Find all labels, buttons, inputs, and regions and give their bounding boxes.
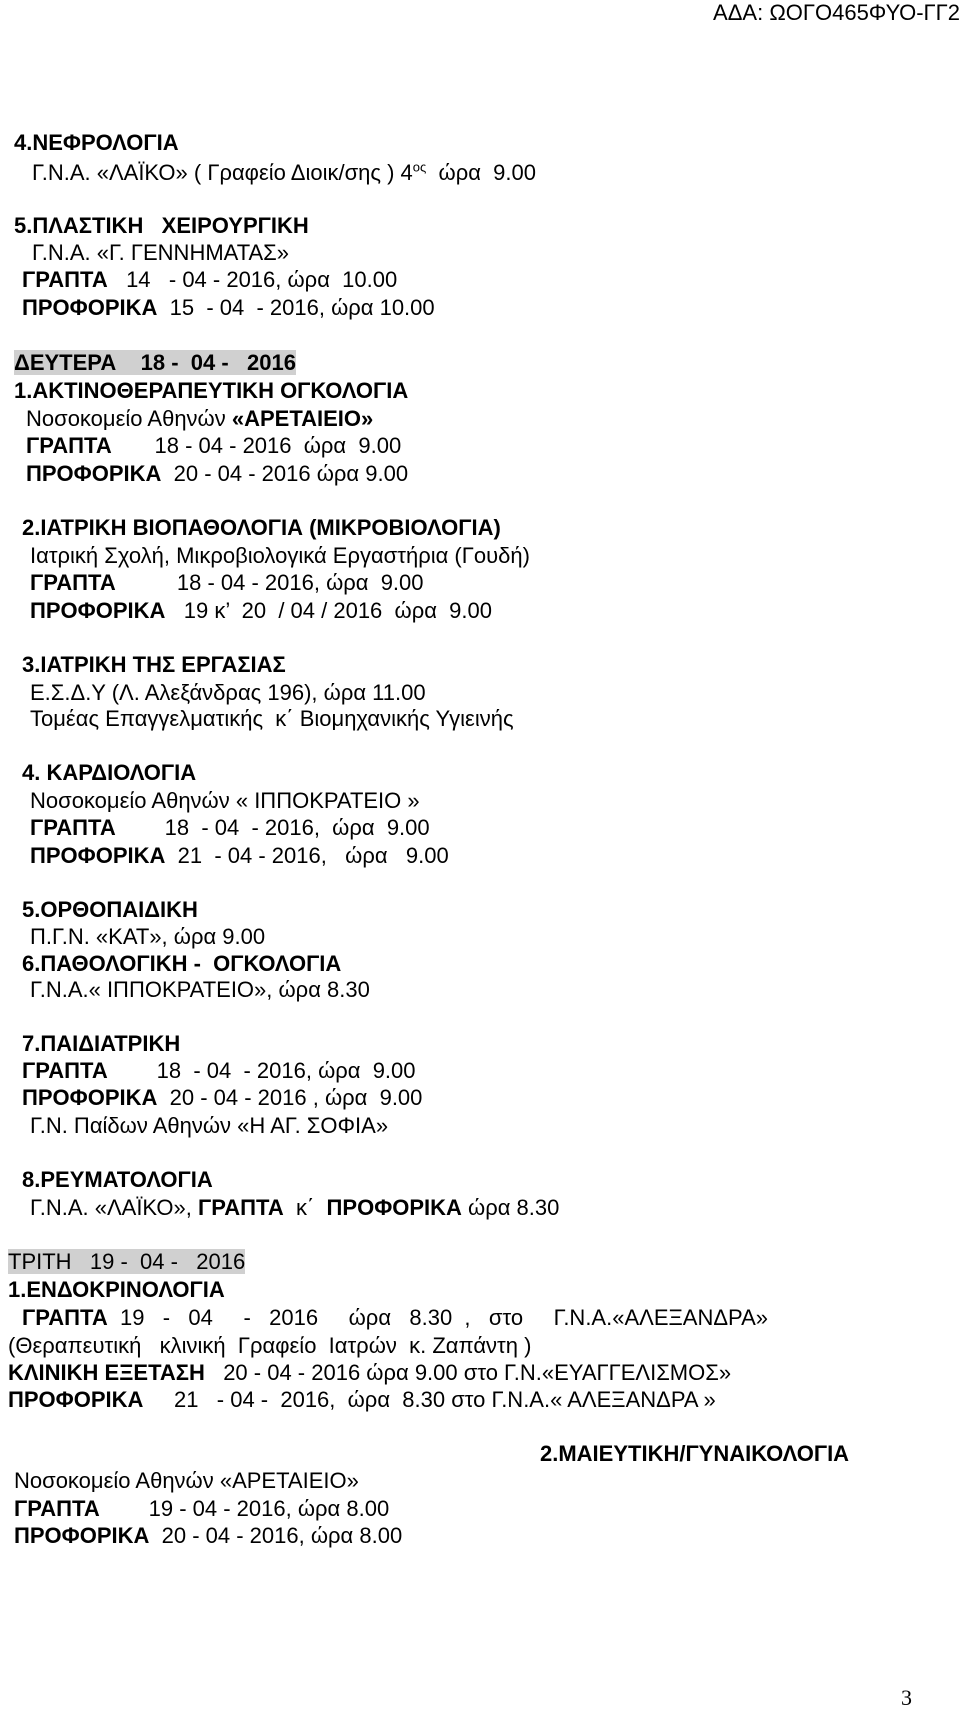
text-line bbox=[26, 433, 401, 459]
text-segment: 4.ΝΕΦΡΟΛΟΓΙΑ bbox=[14, 130, 179, 155]
text-segment: 19 - 04 - 2016 ώρα 8.30 , στο Γ.Ν.Α.«ΑΛΕΞΑΝΔΡΑ» bbox=[107, 1305, 769, 1330]
text-line bbox=[30, 843, 449, 869]
text-segment: ΓΡΑΠΤΑ bbox=[22, 1058, 108, 1083]
text-segment: 18 - 04 - 2016, ώρα 9.00 bbox=[115, 570, 424, 595]
text-line bbox=[22, 1058, 416, 1084]
text-line bbox=[8, 1360, 731, 1386]
text-segment: ΠΡΟΦΟΡΙΚΑ bbox=[326, 1195, 462, 1220]
text-segment: Γ.Ν.Α. «Γ. ΓΕΝΝΗΜΑΤΑΣ» bbox=[32, 240, 290, 265]
text-segment: 20 - 04 - 2016 , ώρα 9.00 bbox=[157, 1085, 423, 1110]
text-segment: 18 - 04 - 2016, ώρα 9.00 bbox=[115, 815, 430, 840]
text-line bbox=[14, 378, 408, 404]
text-line bbox=[32, 160, 536, 186]
text-line bbox=[30, 706, 514, 732]
text-segment: ώρα 8.30 bbox=[461, 1195, 560, 1220]
text-line bbox=[8, 1387, 716, 1413]
text-segment: Γ.Ν. Παίδων Αθηνών «Η ΑΓ. ΣΟΦΙΑ» bbox=[30, 1113, 389, 1138]
text-line bbox=[22, 1167, 213, 1193]
text-line bbox=[14, 213, 309, 239]
text-segment: «ΑΡΕΤΑΙΕΙΟ» bbox=[231, 406, 374, 431]
text-segment: (Θεραπευτική κλινική Γραφείο Ιατρών κ. Ζαπάντη ) bbox=[8, 1333, 532, 1358]
text-segment: 7.ΠΑΙΔΙΑΤΡΙΚΗ bbox=[22, 1031, 181, 1056]
text-segment: 4. ΚΑΡΔΙΟΛΟΓΙΑ bbox=[22, 760, 197, 785]
text-segment: 18 - 04 - 2016, ώρα 9.00 bbox=[107, 1058, 416, 1083]
page-number: 3 bbox=[901, 1685, 912, 1710]
text-segment: ΠΡΟΦΟΡΙΚΑ bbox=[8, 1387, 144, 1412]
text-segment: Γ.Ν.Α. «ΛΑΪΚΟ», bbox=[30, 1195, 198, 1220]
text-segment: 3.ΙΑΤΡΙΚΗ ΤΗΣ ΕΡΓΑΣΙΑΣ bbox=[22, 652, 286, 677]
text-segment: 8.ΡΕΥΜΑΤΟΛΟΓΙΑ bbox=[22, 1167, 213, 1192]
text-line bbox=[8, 1249, 245, 1275]
text-segment: 19 κ’ 20 / 04 / 2016 ώρα 9.00 bbox=[165, 598, 492, 623]
text-line bbox=[14, 1523, 402, 1549]
text-segment: ος bbox=[412, 159, 427, 175]
text-line bbox=[14, 130, 179, 156]
text-segment: ΓΡΑΠΤΑ bbox=[30, 815, 116, 840]
text-line bbox=[8, 1333, 531, 1359]
text-segment: 21 - 04 - 2016, ώρα 8.30 στο Γ.Ν.Α.« ΑΛΕΞΑΝΔΡΑ » bbox=[143, 1387, 716, 1412]
text-segment: Ε.Σ.Δ.Υ (Λ. Αλεξάνδρας 196), ώρα 11.00 bbox=[30, 680, 426, 705]
text-segment: ΓΡΑΠΤΑ bbox=[22, 267, 108, 292]
text-line bbox=[8, 1277, 225, 1303]
text-segment: ΠΡΟΦΟΡΙΚΑ bbox=[30, 843, 166, 868]
text-line bbox=[22, 897, 198, 923]
text-segment: ΓΡΑΠΤΑ bbox=[26, 433, 112, 458]
text-segment: 20 - 04 - 2016 ώρα 9.00 bbox=[161, 461, 409, 486]
text-line bbox=[22, 1085, 422, 1111]
text-line bbox=[540, 1441, 849, 1467]
text-segment: 21 - 04 - 2016, ώρα 9.00 bbox=[165, 843, 449, 868]
text-line bbox=[14, 350, 296, 376]
text-segment: ώρα 9.00 bbox=[426, 160, 536, 185]
text-line bbox=[30, 570, 424, 596]
text-line bbox=[26, 461, 408, 487]
text-segment: ΠΡΟΦΟΡΙΚΑ bbox=[26, 461, 162, 486]
text-line bbox=[32, 240, 289, 266]
text-line bbox=[30, 924, 265, 950]
text-line bbox=[30, 815, 430, 841]
text-line bbox=[30, 977, 370, 1003]
text-segment: ΠΡΟΦΟΡΙΚΑ bbox=[22, 1085, 158, 1110]
text-segment: 19 - 04 - 2016, ώρα 8.00 bbox=[99, 1496, 390, 1521]
text-segment: Νοσοκομείο Αθηνών bbox=[26, 406, 232, 431]
text-line bbox=[30, 598, 492, 624]
text-segment: Π.Γ.Ν. «ΚΑΤ», ώρα 9.00 bbox=[30, 924, 266, 949]
text-line bbox=[22, 267, 397, 293]
text-segment: Γ.Ν.Α. «ΛΑΪΚΟ» ( Γραφείο Διοικ/σης ) 4 bbox=[32, 160, 413, 185]
text-segment: κ΄ bbox=[283, 1195, 327, 1220]
text-segment: ΚΛΙΝΙΚΗ ΕΞΕΤΑΣΗ bbox=[8, 1360, 205, 1385]
text-segment: Ιατρική Σχολή, Μικροβιολογικά Εργαστήρια (Γουδή) bbox=[30, 543, 530, 568]
text-line bbox=[30, 788, 420, 814]
text-line bbox=[14, 1468, 359, 1494]
text-segment: 2.ΜΑΙΕΥΤΙΚΗ/ΓΥΝΑΙΚΟΛΟΓΙΑ bbox=[540, 1441, 850, 1466]
text-segment: 20 - 04 - 2016, ώρα 8.00 bbox=[149, 1523, 403, 1548]
text-line bbox=[22, 951, 341, 977]
text-line bbox=[22, 295, 435, 321]
text-segment: 1.ΑΚΤΙΝΟΘΕΡΑΠΕΥΤΙΚΗ ΟΓΚΟΛΟΓΙΑ bbox=[14, 378, 409, 403]
text-segment: ΠΡΟΦΟΡΙΚΑ bbox=[30, 598, 166, 623]
text-line bbox=[30, 543, 530, 569]
text-segment: 15 - 04 - 2016, ώρα 10.00 bbox=[157, 295, 435, 320]
text-segment: 20 - 04 - 2016 ώρα 9.00 στο Γ.Ν.«ΕΥΑΓΓΕΛΙΣΜΟΣ» bbox=[204, 1360, 732, 1385]
text-line bbox=[22, 1305, 768, 1331]
text-segment: 5.ΟΡΘΟΠΑΙΔΙΚΗ bbox=[22, 897, 198, 922]
text-line bbox=[14, 1496, 389, 1522]
text-segment: Νοσοκομείο Αθηνών « ΙΠΠΟΚΡΑΤΕΙΟ » bbox=[30, 788, 420, 813]
text-segment: 1.ΕΝΔΟΚΡΙΝΟΛΟΓΙΑ bbox=[8, 1277, 225, 1302]
text-line bbox=[22, 1031, 180, 1057]
text-segment: Τομέας Επαγγελματικής κ΄ Βιομηχανικής Υγιεινής bbox=[30, 706, 514, 731]
text-segment: ΠΡΟΦΟΡΙΚΑ bbox=[14, 1523, 150, 1548]
text-line bbox=[30, 1113, 388, 1139]
text-segment: Γ.Ν.Α.« ΙΠΠΟΚΡΑΤΕΙΟ», ώρα 8.30 bbox=[30, 977, 370, 1002]
text-line bbox=[22, 652, 286, 678]
text-segment: ΠΡΟΦΟΡΙΚΑ bbox=[22, 295, 158, 320]
text-segment: 14 - 04 - 2016, ώρα 10.00 bbox=[107, 267, 398, 292]
text-line bbox=[22, 760, 196, 786]
text-line bbox=[30, 1195, 559, 1221]
text-segment: ΤΡΙΤΗ 19 - 04 - 2016 bbox=[8, 1249, 246, 1274]
text-segment: 18 - 04 - 2016 ώρα 9.00 bbox=[111, 433, 402, 458]
text-line bbox=[22, 515, 501, 541]
text-line bbox=[30, 680, 426, 706]
text-segment: Νοσοκομείο Αθηνών «ΑΡΕΤΑΙΕΙΟ» bbox=[14, 1468, 359, 1493]
text-segment: ΔΕΥΤΕΡΑ 18 - 04 - 2016 bbox=[14, 350, 296, 375]
text-segment: 6.ΠΑΘΟΛΟΓΙΚΗ - ΟΓΚΟΛΟΓΙΑ bbox=[22, 951, 342, 976]
text-segment: ΓΡΑΠΤΑ bbox=[30, 570, 116, 595]
text-segment: ΓΡΑΠΤΑ bbox=[22, 1305, 108, 1330]
text-segment: 2.ΙΑΤΡΙΚΗ ΒΙΟΠΑΘΟΛΟΓΙΑ (ΜΙΚΡΟΒΙΟΛΟΓΙΑ) bbox=[22, 515, 501, 540]
text-segment: 5.ΠΛΑΣΤΙΚΗ ΧΕΙΡΟΥΡΓΙΚΗ bbox=[14, 213, 309, 238]
text-line bbox=[26, 406, 373, 432]
ada-header: ΑΔΑ: ΩΟΓΟ465ΦΥΟ-ΓΓ2 bbox=[713, 0, 960, 25]
text-segment: ΓΡΑΠΤΑ bbox=[198, 1195, 284, 1220]
text-segment: ΓΡΑΠΤΑ bbox=[14, 1496, 100, 1521]
